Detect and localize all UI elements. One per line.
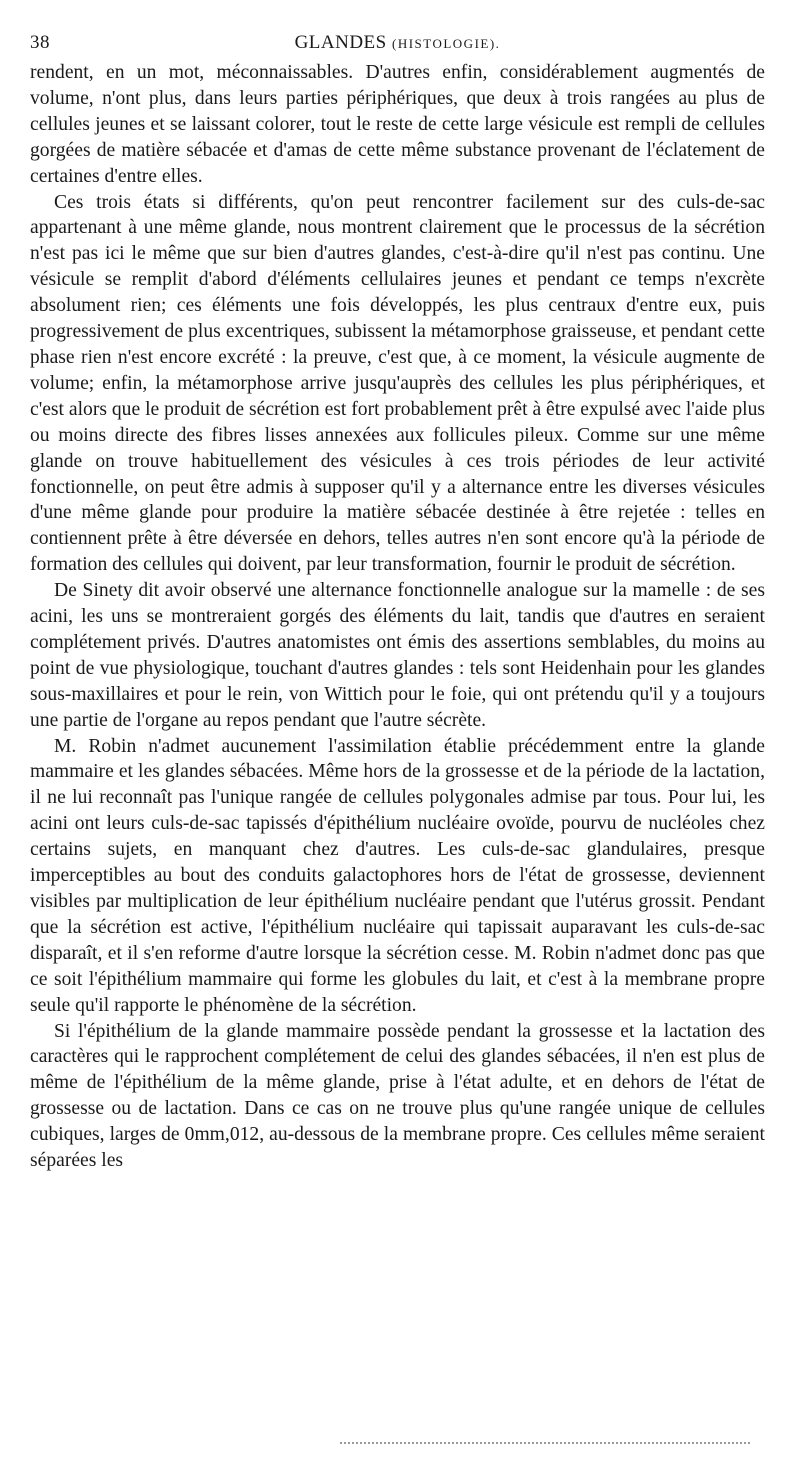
running-head bbox=[30, 28, 765, 60]
body-text bbox=[30, 60, 765, 1174]
paragraph: M. Robin n'admet aucunement l'assimilation établie précédemment entre la glande mammaire et les glandes sébacées. Même hors de la grossesse et de la période de la lactation, il ne lui reconnaît pas l'unique rangée de cellules polygonales admise par tous. Pour lui, les acini ont leurs culs-de-sac tapissés d'épithélium nucléaire ovoïde, pourvu de nucléoles chez certains sujets, en manquant chez d'autres. Les culs-de-sac glandulaires, presque imperceptibles au bout des conduits galactophores hors de l'état de grossesse, deviennent visibles par multiplication de leur épithélium nucléaire pendant que l'utérus grossit. Pendant que la sécrétion est active, l'épithélium nucléaire qui tapissait auparavant les culs-de-sac disparaît, et il s'en reforme d'autre lorsque la sécrétion cesse. M. Robin n'admet donc pas que ce soit l'épithélium mammaire qui forme les globules du lait, et c'est à la membrane propre seule qu'il rapporte le phénomène de la sécrétion. bbox=[30, 735, 765, 1016]
paragraph: Ces trois états si différents, qu'on peut rencontrer facilement sur des culs-de-sac appartenant à une même glande, nous montrent clairement que le processus de la sécrétion n'est pas ici le même que sur bien d'autres glandes, c'est-à-dire qu'il n'est pas continu. Une vésicule se remplit d'abord d'éléments cellulaires jeunes et pendant ce temps n'excrète absolument rien; ces éléments une fois développés, les plus centraux d'entre eux, puis progressivement de plus excentriques, subissent la métamorphose graisseuse, et pendant cette phase rien n'est encore excrété : la preuve, c'est que, à ce moment, la vésicule augmente de volume; enfin, la métamorphose arrive jusqu'auprès des cellules les plus périphériques, et c'est alors que le produit de sécrétion est fort probablement prêt à être expulsé avec l'aide plus ou moins directe des fibres lisses annexées aux follicules pileux. Comme sur une même glande on trouve habituellement des vésicules à ces trois périodes de leur activité fonctionnelle, on peut être admis à supposer qu'il y a alternance entre les diverses vésicules d'une même glande pour produire la matière sébacée destinée à être rejetée : telles en contiennent prête à être déversée en dehors, telles autres n'en sont encore qu'à la période de formation des cellules qui doivent, par leur transformation, fournir le produit de sécrétion. bbox=[30, 191, 766, 576]
paragraph-continued: rendent, en un mot, méconnaissables. D'autres enfin, considérablement augmentés de volume, n'ont plus, dans leurs parties périphériques, que deux à trois rangées au plus de cellules jeunes et se laissant colorer, tout le reste de cette large vésicule est rempli de cellules gorgées de matière sébacée et d'amas de cette même substance provenant de l'éclatement de certaines d'entre elles. bbox=[30, 62, 765, 187]
running-title-subtitle: (HISTOLOGIE). bbox=[391, 36, 501, 51]
page-number: 38 bbox=[30, 32, 50, 53]
paragraph: De Sinety dit avoir observé une alternance fonctionnelle analogue sur la mamelle : de ses acini, les uns se montreraient gorgés des éléments du lait, tandis que d'autres en seraient complétement privés. D'autres anatomistes ont émis des assertions semblables, du moins au point de vue physiologique, touchant d'autres glandes : tels sont Heidenhain pour les glandes sous-maxillaires et pour le rein, von Wittich pour le foie, qui ont prétendu qu'il y a toujours une partie de l'organe au repos pendant que l'autre sécrète. bbox=[30, 580, 765, 731]
running-title-main: GLANDES bbox=[294, 32, 387, 53]
running-title bbox=[30, 32, 765, 54]
faded-footer-rule bbox=[340, 1442, 750, 1444]
book-page bbox=[30, 28, 765, 1174]
paragraph: Si l'épithélium de la glande mammaire possède pendant la grossesse et la lactation des caractères qui le rapprochent complétement de celui des glandes sébacées, il n'en est plus de même de l'épithélium de la même glande, prise à l'état adulte, et en dehors de l'état de grossesse ou de lactation. Dans ce cas on ne trouve plus qu'une rangée unique de cellules cubiques, larges de 0mm,012, au-dessous de la membrane propre. Ces cellules même seraient séparées les bbox=[30, 1020, 765, 1172]
